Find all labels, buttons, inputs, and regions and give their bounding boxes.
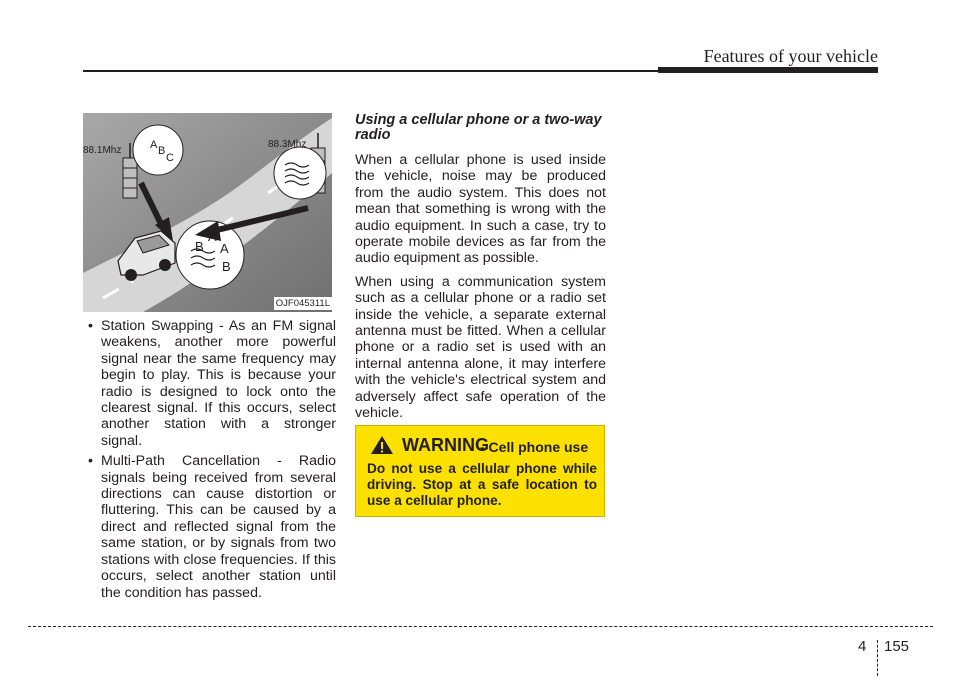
bubble-center-letter-a2: A — [220, 241, 229, 256]
footer-page-separator — [877, 640, 878, 676]
radio-reception-illustration — [83, 113, 332, 312]
paragraph-external-antenna: When using a communication system such as a cellular phone or a radio set inside the vehicle, a separate external antenna must be fitted. When a cellular phone or a radio set is used with an internal antenna alone, it may interfere with the vehicle's electrical system and adversely affect safe operation of the vehicle. — [355, 273, 606, 422]
bubble-left-letter-c: C — [166, 152, 174, 164]
chapter-number: 4 — [858, 638, 867, 655]
warning-subtitle: - Cell phone use — [480, 439, 589, 455]
page-number: 155 — [884, 638, 910, 655]
radio-reception-figure — [83, 113, 332, 312]
bullet-marker: • — [88, 318, 93, 334]
bullet-text: Multi-Path Cancellation - Radio signals being received from several directions can cause distortion or fluttering. This can be caused by a direct and reflected signal from the same station, or by signals from two stations with close frequencies. If this occurs, select another station until the condition has passed. — [101, 453, 336, 601]
bubble-center-letter-a: A — [208, 229, 217, 244]
bullet-multipath-cancellation — [83, 453, 336, 601]
freq-label-right: 88.3Mhz — [268, 139, 307, 150]
header-rule-accent — [658, 67, 878, 73]
bullet-station-swapping — [83, 318, 336, 449]
bubble-left-letter-a: A — [150, 139, 158, 151]
bubble-center-letter-b1: B — [195, 239, 204, 254]
footer-rule — [28, 626, 933, 627]
bubble-center-letter-b2: B — [222, 259, 231, 274]
bullet-marker: • — [88, 453, 93, 470]
warning-body: Do not use a cellular phone while driving. Stop at a safe location to use a cellular phone. — [367, 461, 597, 508]
section-subheading: Using a cellular phone or a two-way radio — [355, 112, 602, 143]
left-column — [83, 318, 336, 605]
bullet-text: Station Swapping - As an FM signal weakens, another more powerful signal near the same frequency may begin to play. This is because your radio is designed to lock onto the clearest signal. If this occurs, select another station with a stronger signal. — [101, 318, 336, 449]
warning-title: WARNING — [402, 435, 489, 455]
figure-code: OJF045311L — [275, 298, 330, 309]
warning-box — [355, 425, 605, 517]
right-column — [355, 113, 606, 429]
bubble-left-letter-b: B — [158, 145, 166, 157]
freq-label-left: 88.1Mhz — [83, 145, 122, 156]
paragraph-cellphone-noise: When a cellular phone is used inside the vehicle, noise may be produced from the audio system. This does not mean that something is wrong with the audio equipment. In such a case, try to operate mobile devices as far from the audio equipment as possible. — [355, 152, 606, 267]
warning-triangle-icon — [370, 435, 394, 455]
header-title: Features of your vehicle — [703, 46, 878, 66]
